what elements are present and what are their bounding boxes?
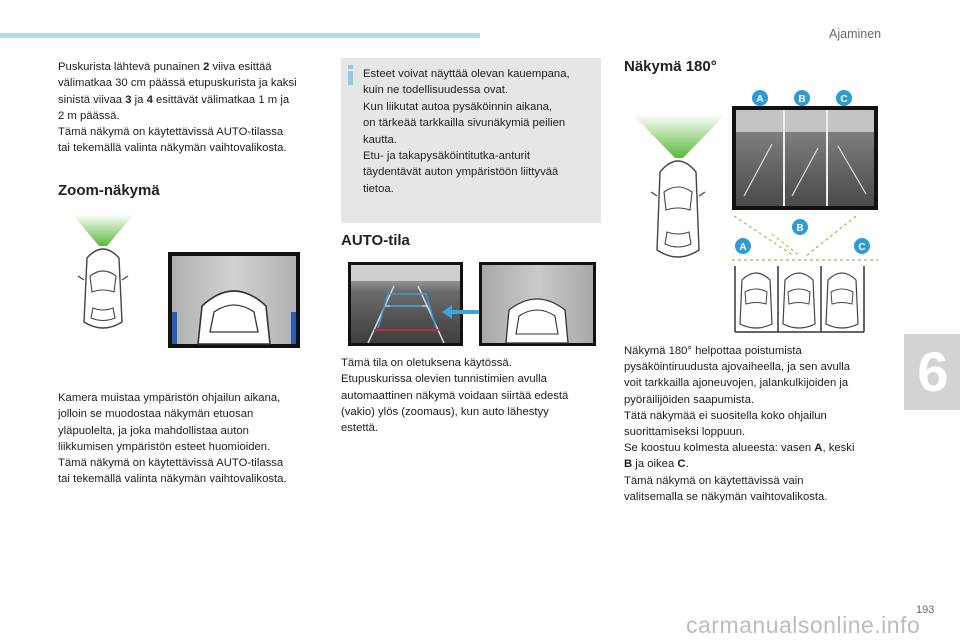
car-top-view-180: [651, 161, 705, 257]
view-180-heading: Näkymä 180°: [624, 58, 717, 75]
view-180-illustration: [622, 84, 878, 336]
note-text: Esteet voivat näyttää olevan kauempana, kuin ne todellisuudessa ovat. Kun liikutat autoa pysäköinnin aikana, on tärkeää tarkkailla sivunäkymiä peilien kautta. Etu- ja takapysäköintitutka-anturit täydentävät auton ympäristöön liittyvää tietoa.: [363, 68, 570, 195]
label-b-top: [794, 90, 810, 106]
view-180-paragraph: Näkymä 180° helpottaa poistumista pysäköintiruudusta ajovaiheella, ja sen avulla voit tarkkailla ajoneuvojen, jalankulkijoiden ja pyöräilijöiden saapumista. Tätä näkymää ei suositella koko ohjailun suorittamiseksi loppuun. Se koostuu kolmesta alueesta: vasen A, keski B ja oikea C. Tämä näkymä on käytettävissä vain valitsemalla se näkymän vaihtovalikosta.: [624, 345, 855, 503]
svg-text:A: A: [739, 242, 747, 253]
intro-paragraph: Puskurista lähtevä punainen 2 viiva esittää välimatkaa 30 cm päässä etupuskurista ja kaksi sinistä viivaa 3 ja 4 esittävät välimatkaa 1 m ja 2 m päässä. Tämä näkymä on käytettävissä AUTO-tilassa tai tekemällä valinta näkymän vaihtovalikosta.: [58, 61, 297, 155]
info-icon: [348, 65, 353, 85]
label-c-bottom: [854, 238, 870, 254]
camera-field-of-view-180: [632, 114, 726, 158]
zoom-heading: Zoom-näkymä: [58, 182, 160, 199]
svg-text:B: B: [796, 223, 804, 234]
label-c-top: [836, 90, 852, 106]
section-title: Ajaminen: [829, 27, 882, 41]
page-number: 193: [916, 604, 935, 616]
auto-view-illustration: [348, 260, 596, 350]
camera-screen-180: [732, 106, 878, 210]
auto-paragraph: Tämä tila on oletuksena käytössä. Etupuskurissa olevien tunnistimien avulla automaattinen näkymä voidaan siirtää edestä (vakio) ylös (zoomaus), kun auto lähestyy estettä.: [341, 357, 569, 435]
svg-text:C: C: [858, 242, 866, 253]
label-a-bottom: [735, 238, 751, 254]
watermark: carmanualsonline.info: [686, 612, 921, 638]
zoom-camera-screen-small: [479, 262, 596, 346]
label-a-top: [752, 90, 768, 106]
zoom-camera-screen: [168, 252, 300, 348]
car-top-view: [78, 249, 128, 328]
zoom-paragraph: Kamera muistaa ympäristön ohjailun aikana, jolloin se muodostaa näkymän etuosan yläpuolelta, ja joka mahdollistaa auton liikkumisen ympäristön esteet huomioiden. Tämä näkymä on käytettävissä AUTO-tilassa tai tekemällä valinta näkymän vaihtovalikosta.: [58, 392, 287, 486]
label-b-bottom: [792, 219, 808, 235]
parking-lot: [735, 266, 864, 332]
svg-text:C: C: [840, 94, 848, 105]
top-accent-bar: [0, 33, 480, 38]
zoom-view-illustration: [72, 214, 304, 354]
svg-text:A: A: [756, 94, 764, 105]
standard-camera-screen: [348, 262, 463, 346]
camera-field-of-view: [72, 214, 134, 246]
auto-heading: AUTO-tila: [341, 232, 410, 249]
svg-text:B: B: [798, 94, 806, 105]
chapter-number: 6: [917, 340, 949, 403]
